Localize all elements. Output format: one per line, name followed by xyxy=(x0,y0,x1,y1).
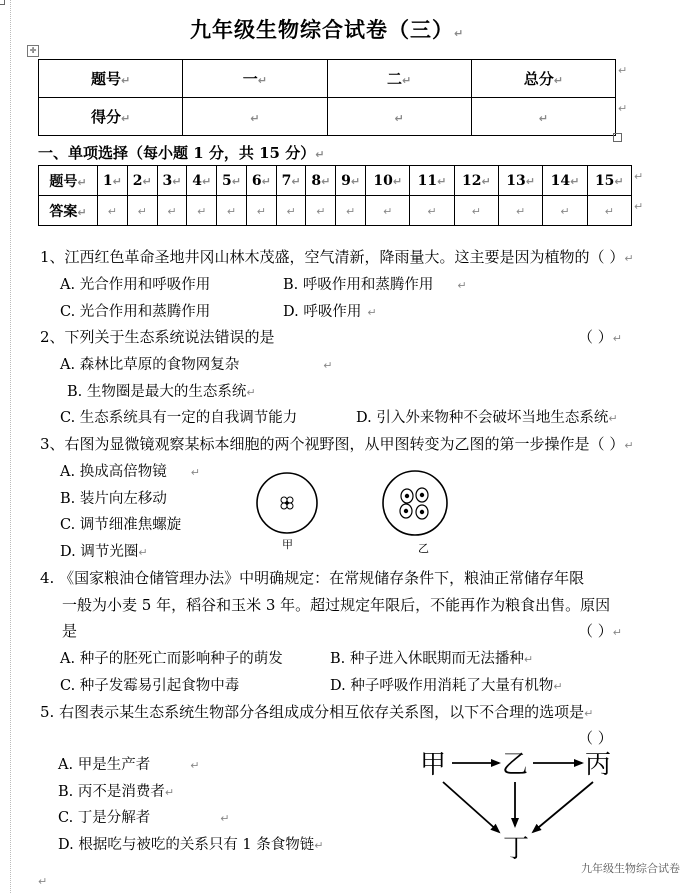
question-3-stem: 3、右图为显微镜观察某标本细胞的两个视野图，从甲图转变为乙图的第一步操作是（ ）↵ xyxy=(40,435,634,453)
answer-number-cell: 5↵ xyxy=(217,166,247,196)
answer-cell[interactable]: ↵ xyxy=(246,196,276,226)
question-1-option-c[interactable]: C. 光合作用和蒸腾作用 xyxy=(60,304,211,320)
question-1-option-b[interactable]: B. 呼吸作用和蒸腾作用 ↵ xyxy=(283,277,467,293)
answer-blank-row xyxy=(39,196,632,226)
row-end-mark: ↵ xyxy=(634,170,644,183)
view-yi-label: 乙 xyxy=(418,542,429,555)
answer-cell[interactable]: ↵ xyxy=(366,196,410,226)
question-1-stem: 1、江西红色革命圣地井冈山林木茂盛，空气清新，降雨量大。这主要是因为植物的（ ）↵ xyxy=(40,248,634,266)
question-5-option-d[interactable]: D. 根据吃与被吃的关系只有 1 条食物链↵ xyxy=(58,837,324,853)
page-corner-mark xyxy=(0,0,5,5)
score-cell[interactable]: ↵ xyxy=(327,98,471,136)
question-3-option-d[interactable]: D. 调节光圈↵ xyxy=(60,544,148,560)
page-title: 九年级生物综合试卷（三）↵ xyxy=(190,17,465,42)
score-header-cell: 一↵ xyxy=(183,60,327,98)
answer-number-cell: 9↵ xyxy=(336,166,366,196)
answer-table xyxy=(38,165,632,226)
arrow-jia-to-ding xyxy=(443,782,499,832)
score-cell[interactable]: ↵ xyxy=(471,98,615,136)
question-2-stem: 2、下列关于生态系统说法错误的是 xyxy=(40,328,275,346)
answer-cell[interactable]: ↵ xyxy=(217,196,247,226)
node-ding: 丁 xyxy=(503,834,530,864)
answer-cell[interactable]: ↵ xyxy=(336,196,366,226)
question-4-option-a[interactable]: A. 种子的胚死亡而影响种子的萌发 xyxy=(60,651,283,667)
answer-cell[interactable]: ↵ xyxy=(454,196,498,226)
margin-guide xyxy=(10,0,11,893)
table-resize-handle[interactable] xyxy=(613,133,622,142)
question-5-option-c[interactable]: C. 丁是分解者 ↵ xyxy=(58,810,230,826)
question-3-option-c[interactable]: C. 调节细准焦螺旋 xyxy=(60,517,182,533)
answer-number-cell: 1↵ xyxy=(98,166,128,196)
answer-number-cell: 15↵ xyxy=(587,166,631,196)
large-cells-icon xyxy=(400,488,428,519)
question-1-option-d[interactable]: D. 呼吸作用 ↵ xyxy=(283,304,377,320)
score-header-cell: 二↵ xyxy=(327,60,471,98)
answer-cell[interactable]: ↵ xyxy=(587,196,631,226)
question-5-answer-paren[interactable]: （ ） xyxy=(578,729,613,747)
question-4-option-c[interactable]: C. 种子发霉易引起食物中毒 xyxy=(60,678,240,694)
question-4-line-3: 是 xyxy=(62,622,78,640)
score-header-cell: 题号↵ xyxy=(39,60,183,98)
answer-cell[interactable]: ↵ xyxy=(276,196,306,226)
answer-number-cell: 3↵ xyxy=(157,166,187,196)
question-4-answer-paren[interactable]: （ ）↵ xyxy=(578,622,622,640)
answer-number-cell: 2↵ xyxy=(127,166,157,196)
answer-cell[interactable]: ↵ xyxy=(410,196,454,226)
answer-number-row xyxy=(39,166,632,196)
microscope-view-figure xyxy=(250,465,480,560)
score-value-row xyxy=(39,98,616,136)
question-4-option-d[interactable]: D. 种子呼吸作用消耗了大量有机物↵ xyxy=(330,678,563,694)
answer-cell[interactable]: ↵ xyxy=(98,196,128,226)
question-2-option-c[interactable]: C. 生态系统具有一定的自我调节能力 xyxy=(60,410,298,426)
end-mark: ↵ xyxy=(38,875,48,888)
answer-number-cell: 7↵ xyxy=(276,166,306,196)
answer-number-cell: 12↵ xyxy=(454,166,498,196)
view-jia-label: 甲 xyxy=(282,538,293,551)
question-2-answer-paren[interactable]: （ ）↵ xyxy=(578,328,622,346)
answer-number-cell: 8↵ xyxy=(306,166,336,196)
question-3-option-a[interactable]: A. 换成高倍物镜 ↵ xyxy=(60,464,200,480)
answer-cell[interactable]: ↵ xyxy=(498,196,542,226)
answer-number-cell: 6↵ xyxy=(246,166,276,196)
question-4-line-2: 一般为小麦 5 年，稻谷和玉米 3 年。超过规定年限后，不能再作为粮食出售。原因 xyxy=(62,596,611,614)
question-3-option-b[interactable]: B. 装片向左移动 xyxy=(60,491,167,507)
question-5-option-b[interactable]: B. 丙不是消费者↵ xyxy=(58,784,175,800)
question-5-stem: 5. 右图表示某生态系统生物部分各组成成分相互依存关系图，以下不合理的选项是↵ xyxy=(40,703,594,721)
node-bing: 丙 xyxy=(585,750,612,780)
score-header-row xyxy=(39,60,616,98)
question-2-option-a[interactable]: A. 森林比草原的食物网复杂 ↵ xyxy=(60,357,333,373)
node-yi: 乙 xyxy=(502,750,529,780)
answer-cell[interactable]: ↵ xyxy=(127,196,157,226)
score-cell[interactable]: ↵ xyxy=(183,98,327,136)
row-end-mark: ↵ xyxy=(618,64,628,77)
section-heading: 一、单项选择（每小题 1 分，共 15 分）↵ xyxy=(38,144,325,162)
page-footer: 九年级生物综合试卷 xyxy=(581,862,680,875)
answer-cell[interactable]: ↵ xyxy=(157,196,187,226)
node-jia: 甲 xyxy=(420,750,447,780)
score-table xyxy=(38,59,616,136)
food-web-diagram xyxy=(415,740,625,865)
answer-number-cell: 4↵ xyxy=(187,166,217,196)
question-2-option-d[interactable]: D. 引入外来物种不会破坏当地生态系统↵ xyxy=(356,410,618,426)
row-end-mark: ↵ xyxy=(618,102,628,115)
score-header-cell: 总分↵ xyxy=(471,60,615,98)
table-move-handle-icon[interactable]: ✛ xyxy=(27,45,39,57)
arrow-bing-to-ding xyxy=(533,782,593,832)
small-cells-icon xyxy=(281,497,293,509)
question-4-line-1: 4. 《国家粮油仓储管理办法》中明确规定：在常规储存条件下，粮油正常储存年限 xyxy=(40,569,585,587)
row-end-mark: ↵ xyxy=(634,200,644,213)
answer-row-label: 答案↵ xyxy=(39,196,98,226)
question-4-option-b[interactable]: B. 种子进入休眠期而无法播种↵ xyxy=(330,651,534,667)
answer-number-cell: 11↵ xyxy=(410,166,454,196)
answer-cell[interactable]: ↵ xyxy=(543,196,587,226)
question-5-option-a[interactable]: A. 甲是生产者 ↵ xyxy=(58,757,200,773)
answer-number-cell: 13↵ xyxy=(498,166,542,196)
question-1-option-a[interactable]: A. 光合作用和呼吸作用 xyxy=(60,277,211,293)
answer-cell[interactable]: ↵ xyxy=(306,196,336,226)
answer-cell[interactable]: ↵ xyxy=(187,196,217,226)
score-row-label: 得分↵ xyxy=(39,98,183,136)
view-yi-circle xyxy=(383,471,447,535)
question-2-option-b[interactable]: B. 生物圈是最大的生态系统↵ xyxy=(67,384,256,400)
answer-number-cell: 10↵ xyxy=(366,166,410,196)
answer-row-label: 题号↵ xyxy=(39,166,98,196)
answer-number-cell: 14↵ xyxy=(543,166,587,196)
